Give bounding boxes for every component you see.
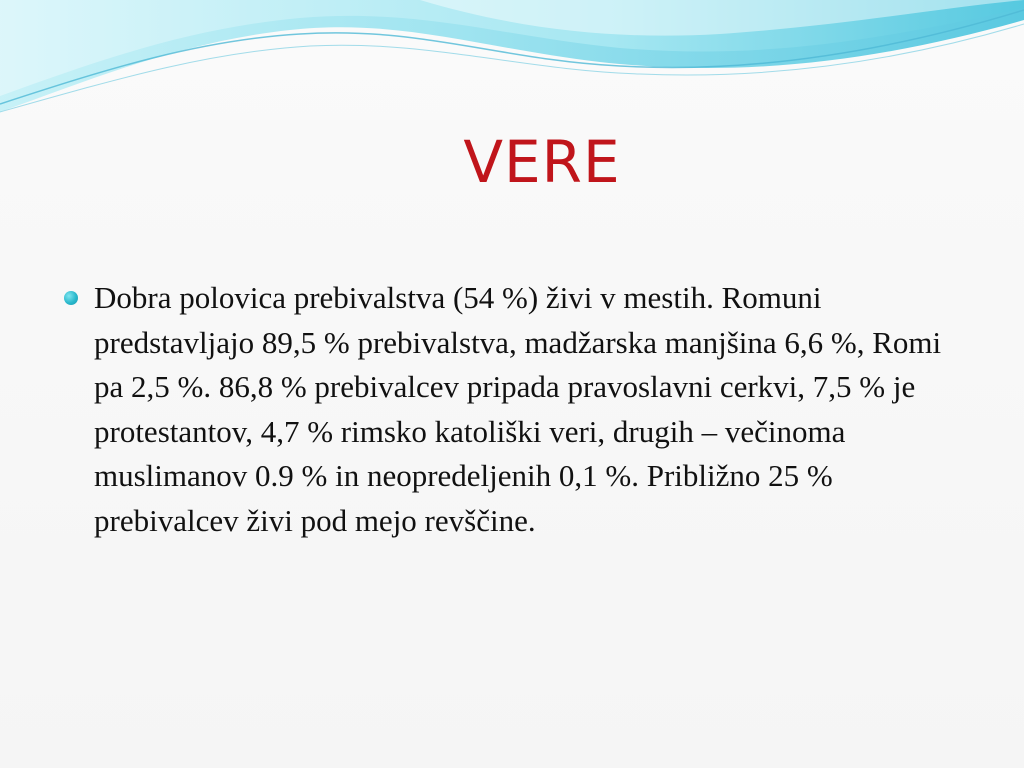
slide-title: VERE [463,128,621,196]
slide-content [60,276,970,543]
bullet-item [60,276,970,543]
bullet-text: Dobra polovica prebivalstva (54 %) živi v mestih. Romuni predstavljajo 89,5 % prebivalstva, madžarska manjšina 6,6 %, Romi pa 2,5 %. 86,8 % prebivalcev pripada pravoslavni cerkvi, 7,5 % je protestantov, 4,7 % rimsko katoliški veri, drugih – večinoma muslimanov 0.9 % in neopredeljenih 0,1 %. Približno 25 % prebivalcev živi pod mejo revščine. [94,280,942,538]
bullet-dot-icon [64,291,78,305]
decorative-wave [0,0,1024,130]
